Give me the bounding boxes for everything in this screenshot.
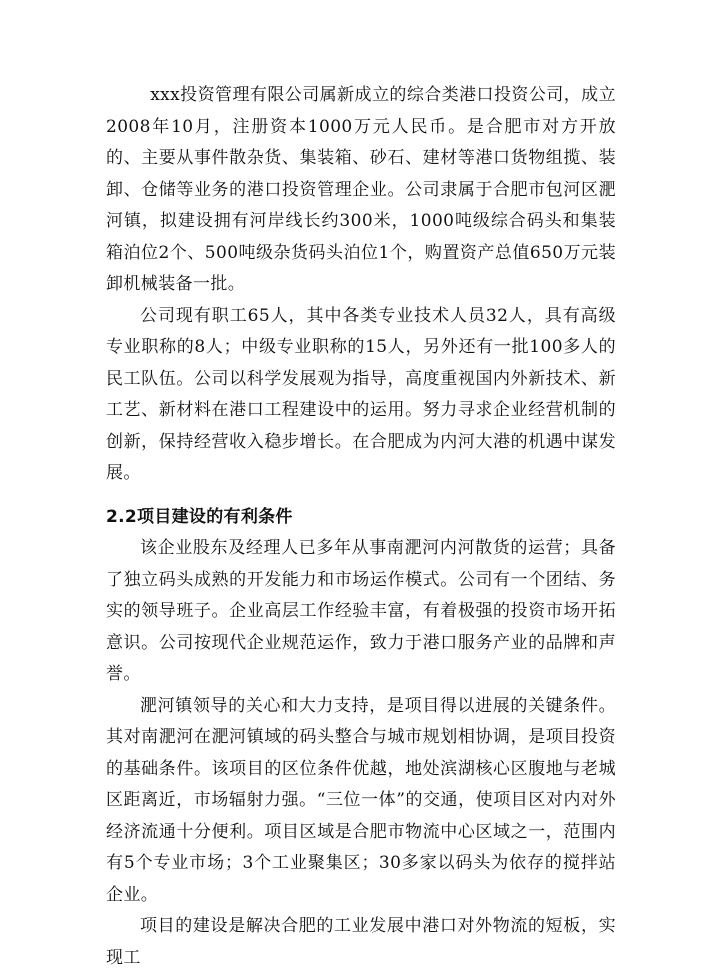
paragraph-company-intro: xxx投资管理有限公司属新成立的综合类港口投资公司，成立2008年10月，注册资本1000万元人民币。是合肥市对方开放的、主要从事件散杂货、集装箱、砂石、建材等港口货物组揽、装卸、仓储等业务的港口投资管理企业。公司隶属于合肥市包河区淝河镇，拟建设拥有河岸线长约300米，1000吨级综合码头和集装箱泊位2个、500吨级杂货码头泊位1个，购置资产总值650万元装卸机械装备一批。 [106, 85, 616, 294]
paragraph-project-purpose: 项目的建设是解决合肥的工业发展中港口对外物流的短板，实现工 [106, 916, 616, 968]
paragraph-staff: 公司现有职工65人，其中各类专业技术人员32人，具有高级专业职称的8人；中级专业职称的15人，另外还有一批100多人的民工队伍。公司以科学发展观为指导，高度重视国内外新技术、新工艺、新材料在港口工程建设中的运用。努力寻求企业经营机制的创新，保持经营收入稳步增长。在合肥成为内河大港的机遇中谋发展。 [106, 305, 616, 483]
paragraph-town-support: 淝河镇领导的关心和大力支持，是项目得以进展的关键条件。其对南淝河在淝河镇域的码头整合与城市规划相协调，是项目投资的基础条件。该项目的区位条件优越，地处滨湖核心区腹地与老城区距离近，市场辐射力强。“三位一体”的交通，使项目区对内对外经济流通十分便利。项目区域是合肥市物流中心区域之一，范围内有5个专业市场；3个工业聚集区；30多家以码头为依存的搅拌站企业。 [106, 695, 616, 905]
paragraph-shareholders: 该企业股东及经理人已多年从事南淝河内河散货的运营；具备了独立码头成熟的开发能力和市场运作模式。公司有一个团结、务实的领导班子。企业高层工作经验丰富，有着极强的投资市场开拓意识。公司按现代企业规范运作，致力于港口服务产业的品牌和声誉。 [106, 538, 616, 684]
section-heading: 2.2项目建设的有利条件 [106, 506, 293, 527]
document-page [106, 80, 616, 974]
